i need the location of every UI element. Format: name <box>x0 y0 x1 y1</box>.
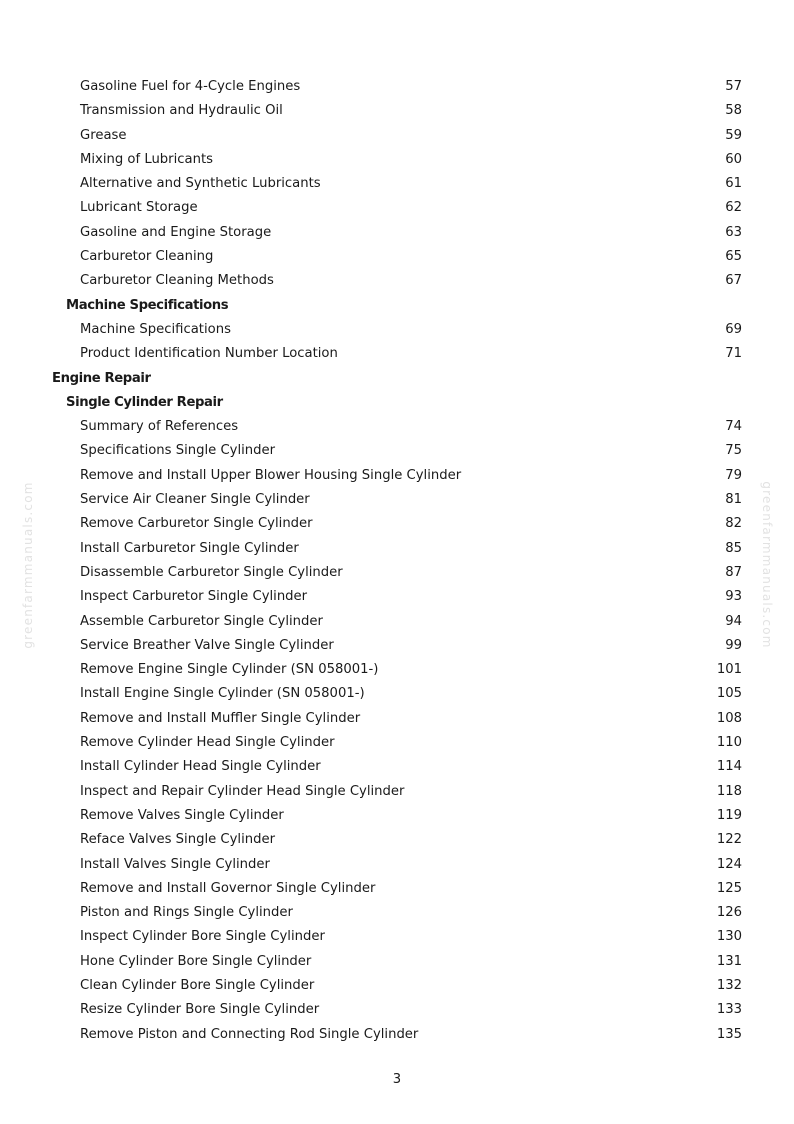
toc-entry[interactable] <box>0 877 794 901</box>
toc-entry-title: Reface Valves Single Cylinder <box>80 832 276 848</box>
toc-entry[interactable] <box>0 828 794 852</box>
toc-entry-title: Remove Carburetor Single Cylinder <box>80 516 313 532</box>
toc-entry[interactable] <box>0 901 794 925</box>
toc-entry-title: Remove and Install Upper Blower Housing Single Cylinder <box>80 467 462 483</box>
toc-entry-title: Single Cylinder Repair <box>66 394 223 410</box>
toc-entry[interactable] <box>0 464 794 488</box>
toc-entry[interactable] <box>0 634 794 658</box>
toc-entry-title: Service Breather Valve Single Cylinder <box>80 637 334 653</box>
toc-entry-page-number: 81 <box>725 492 742 508</box>
toc-entry-title: Mixing of Lubricants <box>80 151 213 167</box>
toc-entry-title: Machine Specifications <box>66 297 229 313</box>
toc-entry-page-number: 71 <box>725 346 742 362</box>
toc-entry[interactable] <box>0 755 794 779</box>
toc-entry[interactable] <box>0 488 794 512</box>
toc-entry-page-number: 125 <box>716 880 742 896</box>
toc-section-heading[interactable] <box>0 294 794 318</box>
toc-entry-page-number: 67 <box>725 273 742 289</box>
toc-entry-title: Piston and Rings Single Cylinder <box>80 905 293 921</box>
toc-entry-page-number: 122 <box>716 832 742 848</box>
toc-entry-page-number: 79 <box>725 467 742 483</box>
toc-entry-title: Inspect and Repair Cylinder Head Single Cylinder <box>80 783 405 799</box>
toc-entry-page-number: 133 <box>716 1002 742 1018</box>
toc-entry[interactable] <box>0 610 794 634</box>
toc-entry-title: Lubricant Storage <box>80 200 198 216</box>
toc-entry[interactable] <box>0 731 794 755</box>
toc-entry-page-number: 69 <box>725 321 742 337</box>
toc-entry-page-number: 131 <box>716 953 742 969</box>
toc-entry-title: Alternative and Synthetic Lubricants <box>80 176 321 192</box>
toc-entry-title: Inspect Carburetor Single Cylinder <box>80 589 308 605</box>
toc-entry-page-number: 105 <box>716 686 742 702</box>
toc-entry-page-number: 87 <box>725 564 742 580</box>
toc-entry-page-number: 58 <box>725 103 742 119</box>
toc-entry-page-number: 63 <box>725 224 742 240</box>
toc-entry-page-number: 57 <box>725 79 742 94</box>
toc-entry-page-number: 62 <box>725 200 742 216</box>
toc-entry-title: Remove Engine Single Cylinder (SN 058001-) <box>80 662 379 678</box>
toc-entry-title: Resize Cylinder Bore Single Cylinder <box>80 1002 320 1018</box>
toc-entry-title: Hone Cylinder Bore Single Cylinder <box>80 953 312 969</box>
toc-entry-title: Summary of References <box>80 419 239 435</box>
toc-entry[interactable] <box>0 950 794 974</box>
toc-entry-title: Clean Cylinder Bore Single Cylinder <box>80 977 315 993</box>
toc-entry-page-number: 114 <box>716 759 742 775</box>
toc-entry-title: Install Engine Single Cylinder (SN 058001-) <box>80 686 365 702</box>
watermark-right: greenfarmmanuals.com <box>760 481 774 649</box>
toc-entry[interactable] <box>0 561 794 585</box>
toc-entry-title: Carburetor Cleaning Methods <box>80 273 274 289</box>
toc-entry-page-number: 82 <box>725 516 742 532</box>
toc-entry-title: Product Identification Number Location <box>80 346 338 362</box>
toc-entry[interactable] <box>0 148 794 172</box>
toc-entry[interactable] <box>0 269 794 293</box>
toc-entry-page-number: 108 <box>716 710 742 726</box>
toc-entry-title: Remove Piston and Connecting Rod Single Cylinder <box>80 1026 419 1042</box>
toc-entry[interactable] <box>0 780 794 804</box>
toc-entry[interactable] <box>0 75 794 99</box>
toc-entry-page-number: 61 <box>725 176 742 192</box>
toc-entry[interactable] <box>0 124 794 148</box>
toc-entry-title: Machine Specifications <box>80 321 231 337</box>
toc-entry[interactable] <box>0 537 794 561</box>
toc-entry-title: Transmission and Hydraulic Oil <box>80 103 283 119</box>
toc-entry[interactable] <box>0 221 794 245</box>
toc-entry[interactable] <box>0 998 794 1022</box>
toc-entry[interactable] <box>0 974 794 998</box>
toc-entry[interactable] <box>0 318 794 342</box>
toc-entry-title: Service Air Cleaner Single Cylinder <box>80 492 310 508</box>
toc-entry[interactable] <box>0 512 794 536</box>
toc-entry[interactable] <box>0 1023 794 1047</box>
toc-entry[interactable] <box>0 925 794 949</box>
page-number: 3 <box>392 1072 402 1087</box>
toc-entry-page-number: 124 <box>716 856 742 872</box>
toc-entry-title: Gasoline Fuel for 4-Cycle Engines <box>80 79 301 94</box>
toc-entry[interactable] <box>0 439 794 463</box>
toc-entry-page-number: 74 <box>725 419 742 435</box>
toc-entry-title: Install Valves Single Cylinder <box>80 856 270 872</box>
toc-entry[interactable] <box>0 196 794 220</box>
toc-entry[interactable] <box>0 658 794 682</box>
toc-entry[interactable] <box>0 342 794 366</box>
toc-entry-title: Disassemble Carburetor Single Cylinder <box>80 564 343 580</box>
toc-entry-page-number: 94 <box>725 613 742 629</box>
toc-entry-page-number: 59 <box>725 127 742 143</box>
toc-entry-title: Carburetor Cleaning <box>80 249 214 265</box>
toc-section-heading[interactable] <box>0 391 794 415</box>
toc-entry-title: Remove and Install Muffler Single Cylinder <box>80 710 361 726</box>
toc-entry[interactable] <box>0 853 794 877</box>
toc-entry-page-number: 85 <box>725 540 742 556</box>
toc-section-heading[interactable] <box>0 367 794 391</box>
toc-entry[interactable] <box>0 245 794 269</box>
toc-entry[interactable] <box>0 804 794 828</box>
toc-entry-page-number: 101 <box>716 662 742 678</box>
toc-entry-page-number: 119 <box>716 807 742 823</box>
toc-entry-title: Remove Valves Single Cylinder <box>80 807 284 823</box>
toc-entry-page-number: 65 <box>725 249 742 265</box>
toc-entry-title: Inspect Cylinder Bore Single Cylinder <box>80 929 325 945</box>
toc-entry[interactable] <box>0 682 794 706</box>
toc-entry-title: Install Cylinder Head Single Cylinder <box>80 759 321 775</box>
toc-entry-title: Grease <box>80 127 127 143</box>
toc-entry-page-number: 118 <box>716 783 742 799</box>
toc-entry-page-number: 130 <box>716 929 742 945</box>
toc-entry-title: Install Carburetor Single Cylinder <box>80 540 299 556</box>
toc-entry-title: Specifications Single Cylinder <box>80 443 276 459</box>
toc-entry[interactable] <box>0 585 794 609</box>
toc-entry-page-number: 135 <box>716 1026 742 1042</box>
toc-entry-title: Remove and Install Governor Single Cylinder <box>80 880 376 896</box>
toc-entry-title: Gasoline and Engine Storage <box>80 224 272 240</box>
toc-entry-page-number: 126 <box>716 905 742 921</box>
toc-entry-page-number: 110 <box>716 735 742 751</box>
watermark-left: greenfarmmanuals.com <box>21 481 35 649</box>
toc-entry-title: Engine Repair <box>52 370 151 386</box>
toc-entry-page-number: 99 <box>725 637 742 653</box>
toc-entry-title: Assemble Carburetor Single Cylinder <box>80 613 323 629</box>
toc-entry-page-number: 60 <box>725 151 742 167</box>
toc-entry[interactable] <box>0 415 794 439</box>
toc-entry-page-number: 93 <box>725 589 742 605</box>
toc-entry-page-number: 132 <box>716 977 742 993</box>
table-of-contents <box>0 75 794 1047</box>
toc-entry[interactable] <box>0 99 794 123</box>
toc-entry-page-number: 75 <box>725 443 742 459</box>
toc-entry[interactable] <box>0 707 794 731</box>
toc-entry-title: Remove Cylinder Head Single Cylinder <box>80 735 335 751</box>
toc-entry[interactable] <box>0 172 794 196</box>
